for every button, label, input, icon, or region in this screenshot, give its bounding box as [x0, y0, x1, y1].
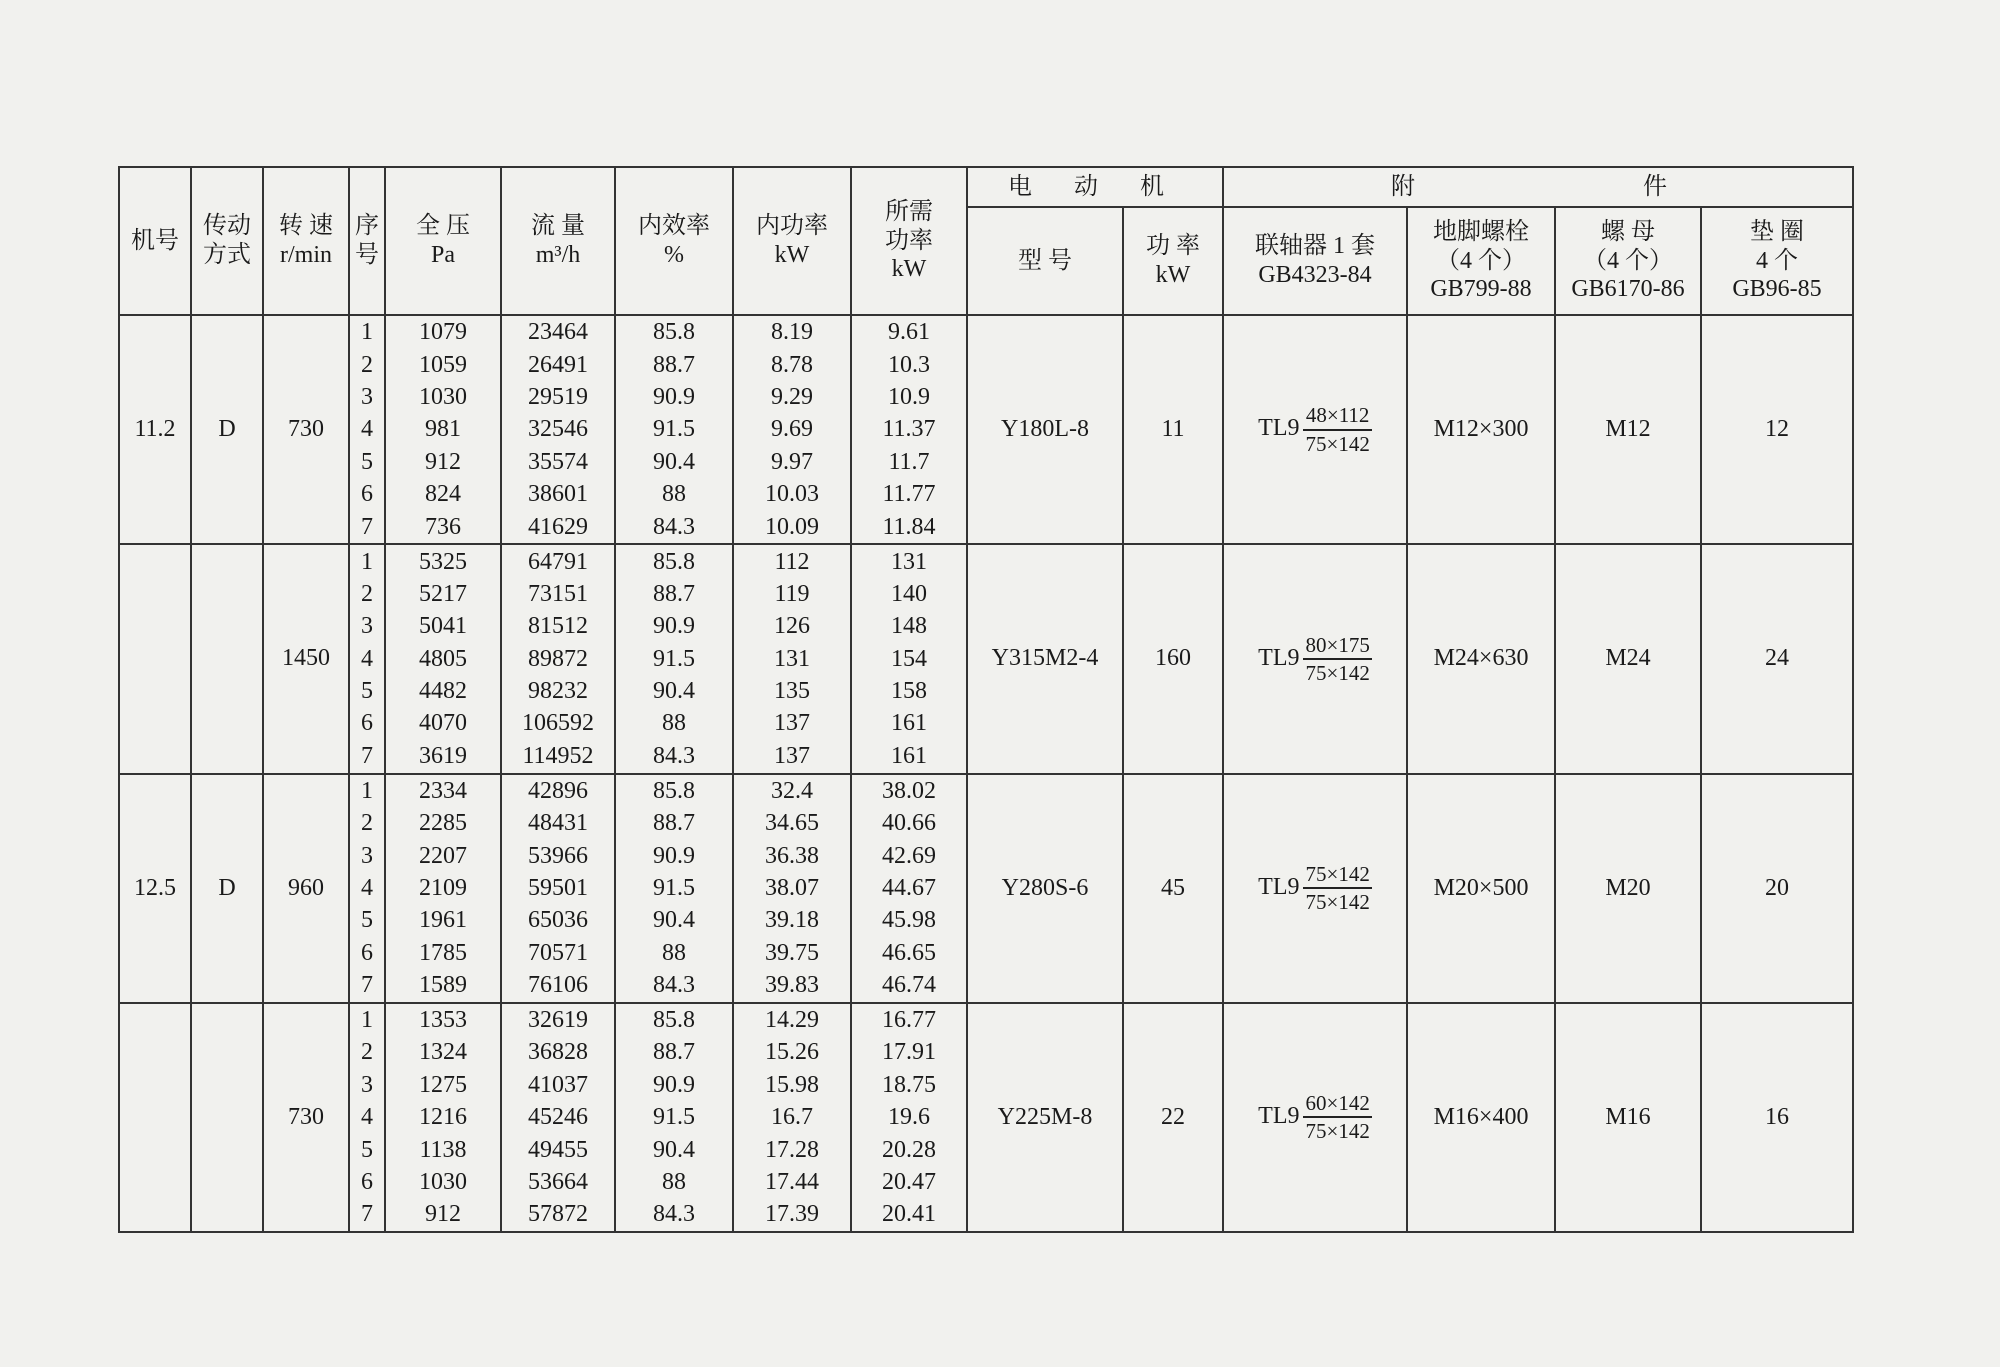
required-power-cell: 42.69 [882, 842, 936, 869]
bolt-header-line: 地脚螺栓 [1433, 218, 1529, 245]
required-power-cell: 46.65 [882, 939, 936, 966]
inner-power-cell: 8.19 [771, 319, 813, 346]
efficiency-cell: 90.9 [653, 1071, 695, 1098]
motor-model-header [967, 207, 1123, 315]
flow-cell: 106592 [522, 710, 594, 737]
inner-power-cell: 15.26 [765, 1039, 819, 1066]
efficiency-header [615, 167, 733, 315]
pressure-cell: 4070 [419, 710, 467, 737]
machine-no-header [119, 167, 191, 315]
washer-cell: 24 [1701, 544, 1853, 773]
nut-cell: M16 [1555, 1003, 1701, 1232]
required-power-cell: 16.77 [882, 1007, 936, 1033]
seq-cell: 3 [361, 613, 373, 640]
efficiency-cell: 90.9 [653, 384, 695, 411]
coupling-fraction [1303, 402, 1371, 457]
efficiency-cell: 84.3 [653, 513, 695, 540]
coupling-denominator: 75×142 [1305, 1119, 1370, 1144]
seq-cell: 1 [361, 1007, 373, 1033]
coupling-fraction [1303, 1090, 1371, 1145]
required-power-cell: 131 [891, 548, 927, 575]
efficiency-cell: 84.3 [653, 972, 695, 999]
required-power-cell: 46.74 [882, 972, 936, 999]
motor-power-header-line: 功 率 [1146, 233, 1200, 260]
seq-cell: 4 [361, 416, 373, 443]
pressure-cell: 1138 [419, 1136, 467, 1163]
coupling-cell [1223, 774, 1407, 1003]
washer-cell: 12 [1701, 315, 1853, 544]
motor-power-cell: 45 [1123, 774, 1223, 1003]
pressure-cell: 912 [425, 1201, 461, 1228]
required-power-cell-stack [851, 544, 967, 773]
drive-header-line: 方式 [203, 242, 251, 268]
motor-model-cell: Y315M2-4 [967, 544, 1123, 773]
flow-cell: 36828 [528, 1039, 588, 1066]
pressure-header-line: 全 压 [416, 213, 470, 240]
required-power-header-line: kW [891, 256, 927, 283]
inner-power-cell-stack [733, 544, 851, 773]
coupling-header [1223, 207, 1407, 315]
flow-cell: 41629 [528, 513, 588, 540]
drive-cell: D [191, 774, 263, 1003]
efficiency-cell: 88 [662, 1168, 686, 1195]
nut-header-line: （4 个） [1583, 247, 1673, 274]
efficiency-cell: 85.8 [653, 548, 695, 575]
coupling-prefix: TL9 [1258, 415, 1300, 442]
flow-cell: 32546 [528, 416, 588, 443]
seq-cell: 7 [361, 1201, 373, 1228]
pressure-cell: 1961 [419, 907, 467, 934]
inner-power-cell: 39.18 [765, 907, 819, 934]
accessory-group-header: 附 件 [1223, 167, 1853, 207]
pressure-cell: 2207 [419, 842, 467, 869]
inner-power-cell: 9.29 [771, 384, 813, 411]
pressure-header-line: Pa [431, 242, 455, 268]
seq-cell-stack [349, 315, 385, 544]
drive-cell: D [191, 315, 263, 544]
flow-cell: 38601 [528, 481, 588, 508]
required-power-cell: 20.28 [882, 1136, 936, 1163]
seq-cell: 1 [361, 777, 373, 804]
nut-cell: M24 [1555, 544, 1701, 773]
seq-cell: 1 [361, 548, 373, 575]
drive-cell [191, 544, 263, 773]
efficiency-cell: 90.4 [653, 907, 695, 934]
washer-header-line: 垫 圈 [1750, 218, 1804, 245]
efficiency-cell: 90.4 [653, 1136, 695, 1163]
efficiency-cell: 90.4 [653, 448, 695, 475]
pressure-cell: 4805 [419, 645, 467, 672]
flow-cell: 32619 [528, 1007, 588, 1033]
inner-power-cell: 15.98 [765, 1071, 819, 1098]
required-power-cell: 9.61 [888, 319, 930, 346]
coupling-prefix: TL9 [1258, 644, 1300, 671]
pressure-cell: 2285 [419, 810, 467, 837]
coupling-fraction [1303, 632, 1371, 687]
inner-power-cell: 9.97 [771, 448, 813, 475]
motor-model-cell: Y280S-6 [967, 774, 1123, 1003]
speed-cell: 730 [263, 315, 349, 544]
coupling-denominator: 75×142 [1305, 890, 1370, 915]
required-power-cell: 11.7 [888, 448, 930, 475]
speed-header-line: r/min [280, 242, 332, 268]
seq-cell: 4 [361, 645, 373, 672]
required-power-header-line: 功率 [885, 227, 933, 254]
required-power-cell: 40.66 [882, 810, 936, 837]
pressure-cell: 824 [425, 481, 461, 508]
required-power-header [851, 167, 967, 315]
seq-cell: 7 [361, 742, 373, 769]
seq-cell: 3 [361, 384, 373, 411]
inner-power-cell: 10.09 [765, 513, 819, 540]
required-power-cell: 11.37 [882, 416, 936, 443]
pressure-cell: 1216 [419, 1104, 467, 1131]
flow-cell: 23464 [528, 319, 588, 346]
motor-power-cell: 22 [1123, 1003, 1223, 1232]
flow-cell: 114952 [522, 742, 594, 769]
pressure-cell: 1785 [419, 939, 467, 966]
pressure-cell: 1030 [419, 1168, 467, 1195]
efficiency-cell: 85.8 [653, 319, 695, 346]
inner-power-cell: 126 [774, 613, 810, 640]
coupling-denominator: 75×142 [1305, 660, 1370, 685]
pressure-cell: 1275 [419, 1071, 467, 1098]
required-power-cell: 17.91 [882, 1039, 936, 1066]
speed-cell: 960 [263, 774, 349, 1003]
coupling-cell [1223, 1003, 1407, 1232]
motor-power-cell: 160 [1123, 544, 1223, 773]
required-power-cell: 11.77 [882, 481, 936, 508]
efficiency-cell-stack [615, 1003, 733, 1232]
flow-cell: 59501 [528, 874, 588, 901]
required-power-cell: 44.67 [882, 874, 936, 901]
seq-cell: 6 [361, 481, 373, 508]
required-power-cell: 148 [891, 613, 927, 640]
pressure-cell-stack [385, 544, 501, 773]
inner-power-cell: 39.75 [765, 939, 819, 966]
washer-cell: 20 [1701, 774, 1853, 1003]
coupling-numerator: 75×142 [1303, 861, 1371, 889]
machine-no-cell: 12.5 [119, 774, 191, 1003]
inner-power-cell: 34.65 [765, 810, 819, 837]
efficiency-cell: 90.9 [653, 613, 695, 640]
flow-cell-stack [501, 544, 615, 773]
required-power-cell: 10.9 [888, 384, 930, 411]
seq-cell-stack [349, 544, 385, 773]
inner-power-cell: 38.07 [765, 874, 819, 901]
machine-no-cell [119, 544, 191, 773]
inner-power-cell: 36.38 [765, 842, 819, 869]
required-power-header-line: 所需 [885, 198, 933, 225]
pressure-cell: 5325 [419, 548, 467, 575]
flow-cell: 35574 [528, 448, 588, 475]
efficiency-cell: 91.5 [653, 874, 695, 901]
speed-cell: 730 [263, 1003, 349, 1232]
coupling-header-line: GB4323-84 [1258, 262, 1372, 288]
bolt-cell: M20×500 [1407, 774, 1555, 1003]
inner-power-header-line: 内功率 [756, 213, 828, 240]
speed-cell: 1450 [263, 544, 349, 773]
required-power-cell: 38.02 [882, 777, 936, 804]
flow-cell: 70571 [528, 939, 588, 966]
required-power-cell: 158 [891, 678, 927, 705]
efficiency-cell: 88 [662, 481, 686, 508]
flow-cell: 53664 [528, 1168, 588, 1195]
pressure-cell: 5041 [419, 613, 467, 640]
pressure-cell: 1324 [419, 1039, 467, 1066]
washer-cell: 16 [1701, 1003, 1853, 1232]
inner-power-cell: 32.4 [771, 777, 813, 804]
seq-cell: 2 [361, 810, 373, 837]
required-power-cell: 11.84 [882, 513, 936, 540]
flow-header-line: 流 量 [531, 213, 585, 240]
pressure-cell: 1353 [419, 1007, 467, 1033]
required-power-cell-stack [851, 315, 967, 544]
table-row [119, 544, 1853, 773]
efficiency-header-line: % [664, 242, 684, 268]
motor-power-header [1123, 207, 1223, 315]
machine-no-cell: 11.2 [119, 315, 191, 544]
inner-power-cell: 8.78 [771, 351, 813, 378]
coupling-numerator: 60×142 [1303, 1090, 1371, 1118]
pressure-cell: 5217 [419, 580, 467, 607]
seq-cell: 5 [361, 1136, 373, 1163]
inner-power-header [733, 167, 851, 315]
seq-header-line: 号 [355, 242, 379, 268]
machine-no-cell [119, 1003, 191, 1232]
pressure-cell: 3619 [419, 742, 467, 769]
seq-cell: 3 [361, 842, 373, 869]
pressure-cell: 4482 [419, 678, 467, 705]
inner-power-cell: 135 [774, 678, 810, 705]
coupling-cell [1223, 544, 1407, 773]
flow-header-line: m³/h [535, 242, 581, 268]
inner-power-cell: 119 [774, 580, 810, 607]
table-row [119, 774, 1853, 1003]
efficiency-cell: 88.7 [653, 810, 695, 837]
inner-power-header-line: kW [774, 242, 810, 268]
inner-power-cell: 17.28 [765, 1136, 819, 1163]
header-row-1 [119, 167, 1853, 207]
bolt-header-line: GB799-88 [1430, 276, 1532, 303]
coupling-numerator: 48×112 [1303, 402, 1371, 430]
coupling-numerator: 80×175 [1303, 632, 1371, 660]
required-power-cell: 19.6 [888, 1104, 930, 1131]
motor-group-header: 电 动 机 [967, 167, 1223, 207]
washer-header-line: GB96-85 [1732, 276, 1822, 303]
pressure-cell: 2109 [419, 874, 467, 901]
washer-header-line: 4 个 [1756, 247, 1798, 274]
washer-header [1701, 207, 1853, 315]
seq-cell: 6 [361, 1168, 373, 1195]
pressure-cell: 1059 [419, 351, 467, 378]
required-power-cell: 10.3 [888, 351, 930, 378]
inner-power-cell: 39.83 [765, 972, 819, 999]
flow-header [501, 167, 615, 315]
flow-cell: 81512 [528, 613, 588, 640]
drive-header [191, 167, 263, 315]
seq-cell: 2 [361, 1039, 373, 1066]
flow-cell-stack [501, 774, 615, 1003]
pressure-cell-stack [385, 315, 501, 544]
seq-cell: 4 [361, 1104, 373, 1131]
inner-power-cell: 137 [774, 742, 810, 769]
efficiency-cell: 88.7 [653, 1039, 695, 1066]
coupling-denominator: 75×142 [1305, 431, 1370, 456]
bolt-header-line: （4 个） [1436, 247, 1526, 274]
efficiency-cell: 85.8 [653, 1007, 695, 1033]
motor-model-cell: Y180L-8 [967, 315, 1123, 544]
inner-power-cell: 131 [774, 645, 810, 672]
coupling-fraction [1303, 861, 1371, 916]
bolt-cell: M16×400 [1407, 1003, 1555, 1232]
coupling-prefix: TL9 [1258, 873, 1300, 900]
efficiency-cell: 91.5 [653, 645, 695, 672]
efficiency-cell: 88 [662, 939, 686, 966]
efficiency-cell: 88.7 [653, 351, 695, 378]
flow-cell: 49455 [528, 1136, 588, 1163]
bolt-header [1407, 207, 1555, 315]
pressure-cell: 1079 [419, 319, 467, 346]
inner-power-cell: 17.39 [765, 1201, 819, 1228]
motor-model-header-line: 型 号 [1018, 247, 1072, 274]
efficiency-cell: 88 [662, 710, 686, 737]
flow-cell: 65036 [528, 907, 588, 934]
efficiency-header-line: 内效率 [638, 213, 710, 240]
inner-power-cell: 16.7 [771, 1104, 813, 1131]
seq-cell: 4 [361, 874, 373, 901]
inner-power-cell-stack [733, 774, 851, 1003]
seq-header-line: 序 [355, 213, 379, 240]
flow-cell: 26491 [528, 351, 588, 378]
machine-no-header-line: 机号 [131, 227, 179, 254]
required-power-cell-stack [851, 1003, 967, 1232]
required-power-cell: 161 [891, 742, 927, 769]
pressure-cell-stack [385, 774, 501, 1003]
seq-cell: 5 [361, 907, 373, 934]
bolt-cell: M24×630 [1407, 544, 1555, 773]
speed-header-line: 转 速 [279, 213, 333, 240]
efficiency-cell-stack [615, 774, 733, 1003]
efficiency-cell: 90.4 [653, 678, 695, 705]
coupling-header-line: 联轴器 1 套 [1255, 233, 1375, 260]
bolt-cell: M12×300 [1407, 315, 1555, 544]
seq-cell: 2 [361, 580, 373, 607]
flow-cell: 42896 [528, 777, 588, 804]
seq-cell: 3 [361, 1071, 373, 1098]
seq-cell: 6 [361, 710, 373, 737]
seq-cell: 7 [361, 972, 373, 999]
seq-cell: 2 [361, 351, 373, 378]
seq-cell: 5 [361, 448, 373, 475]
flow-cell: 98232 [528, 678, 588, 705]
inner-power-cell: 10.03 [765, 481, 819, 508]
seq-cell-stack [349, 774, 385, 1003]
table-row [119, 315, 1853, 544]
coupling-cell [1223, 315, 1407, 544]
flow-cell-stack [501, 1003, 615, 1232]
efficiency-cell: 84.3 [653, 1201, 695, 1228]
nut-cell: M20 [1555, 774, 1701, 1003]
flow-cell: 89872 [528, 645, 588, 672]
nut-header-line: GB6170-86 [1571, 276, 1685, 303]
nut-header [1555, 207, 1701, 315]
flow-cell: 45246 [528, 1104, 588, 1131]
speed-header [263, 167, 349, 315]
performance-table [118, 166, 1854, 1233]
required-power-cell: 45.98 [882, 907, 936, 934]
pressure-cell: 1030 [419, 384, 467, 411]
table-row [119, 1003, 1853, 1232]
efficiency-cell: 85.8 [653, 777, 695, 804]
efficiency-cell: 84.3 [653, 742, 695, 769]
flow-cell: 53966 [528, 842, 588, 869]
efficiency-cell: 91.5 [653, 1104, 695, 1131]
inner-power-cell: 14.29 [765, 1007, 819, 1033]
nut-cell: M12 [1555, 315, 1701, 544]
inner-power-cell: 137 [774, 710, 810, 737]
inner-power-cell: 112 [774, 548, 810, 575]
flow-cell: 29519 [528, 384, 588, 411]
coupling-prefix: TL9 [1258, 1102, 1300, 1129]
flow-cell: 64791 [528, 548, 588, 575]
inner-power-cell-stack [733, 1003, 851, 1232]
required-power-cell: 154 [891, 645, 927, 672]
required-power-cell: 20.47 [882, 1168, 936, 1195]
required-power-cell: 161 [891, 710, 927, 737]
efficiency-cell: 91.5 [653, 416, 695, 443]
pressure-cell: 912 [425, 448, 461, 475]
drive-header-line: 传动 [203, 213, 251, 240]
pressure-cell-stack [385, 1003, 501, 1232]
flow-cell: 41037 [528, 1071, 588, 1098]
seq-cell: 7 [361, 513, 373, 540]
seq-cell-stack [349, 1003, 385, 1232]
required-power-cell-stack [851, 774, 967, 1003]
pressure-header [385, 167, 501, 315]
flow-cell: 73151 [528, 580, 588, 607]
motor-power-cell: 11 [1123, 315, 1223, 544]
pressure-cell: 1589 [419, 972, 467, 999]
efficiency-cell-stack [615, 315, 733, 544]
efficiency-cell: 90.9 [653, 842, 695, 869]
motor-model-cell: Y225M-8 [967, 1003, 1123, 1232]
efficiency-cell-stack [615, 544, 733, 773]
flow-cell-stack [501, 315, 615, 544]
pressure-cell: 2334 [419, 777, 467, 804]
required-power-cell: 20.41 [882, 1201, 936, 1228]
inner-power-cell: 17.44 [765, 1168, 819, 1195]
flow-cell: 76106 [528, 972, 588, 999]
pressure-cell: 981 [425, 416, 461, 443]
required-power-cell: 140 [891, 580, 927, 607]
seq-header [349, 167, 385, 315]
seq-cell: 6 [361, 939, 373, 966]
seq-cell: 5 [361, 678, 373, 705]
flow-cell: 48431 [528, 810, 588, 837]
inner-power-cell-stack [733, 315, 851, 544]
drive-cell [191, 1003, 263, 1232]
required-power-cell: 18.75 [882, 1071, 936, 1098]
pressure-cell: 736 [425, 513, 461, 540]
inner-power-cell: 9.69 [771, 416, 813, 443]
seq-cell: 1 [361, 319, 373, 346]
efficiency-cell: 88.7 [653, 580, 695, 607]
flow-cell: 57872 [528, 1201, 588, 1228]
nut-header-line: 螺 母 [1601, 218, 1655, 245]
motor-power-header-line: kW [1155, 262, 1191, 288]
